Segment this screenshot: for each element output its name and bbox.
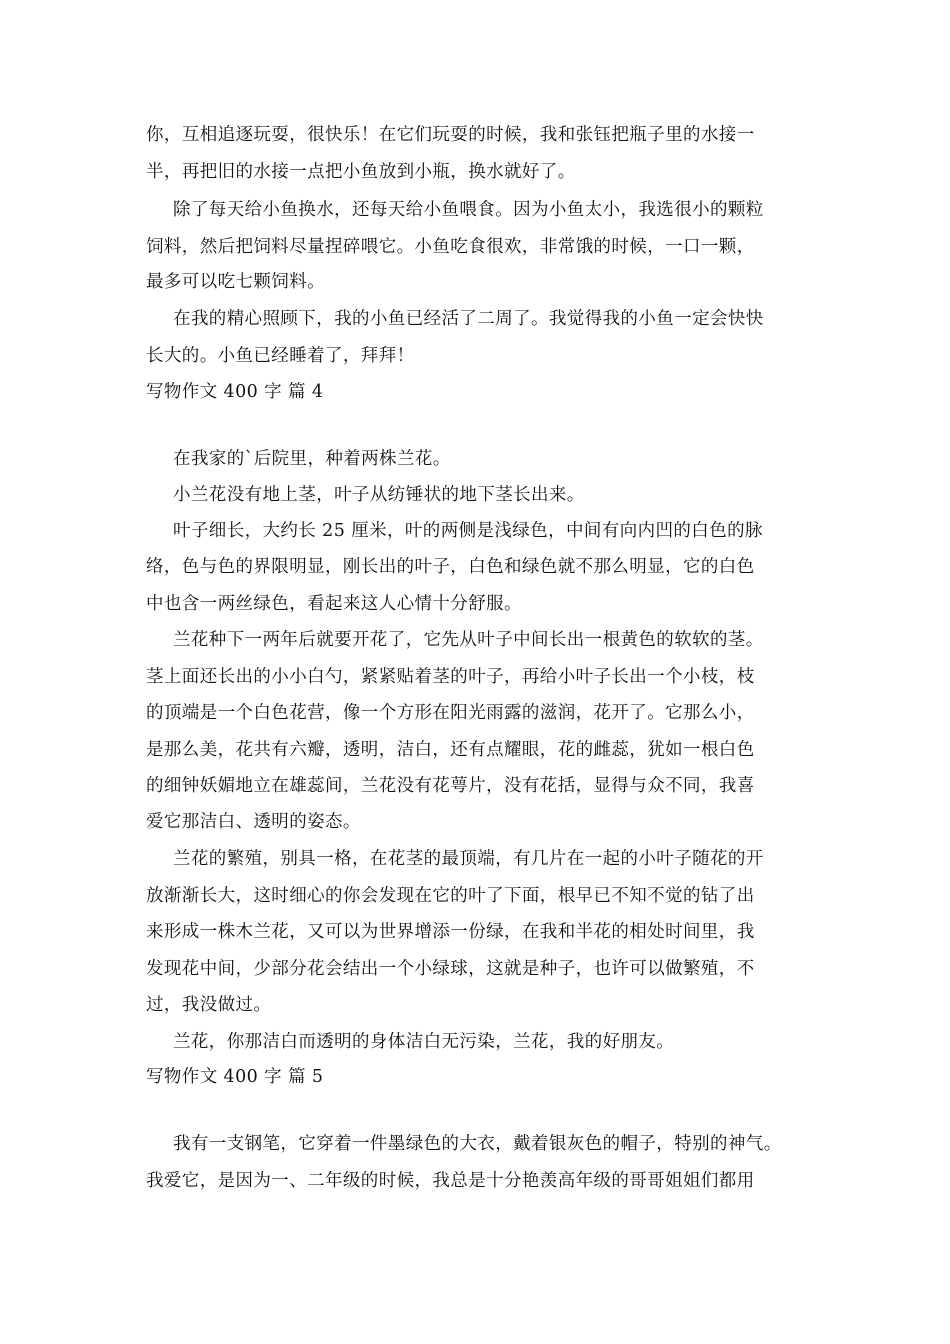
paragraph-line: 爱它那洁白、透明的姿态。	[146, 812, 361, 832]
paragraph-line: 兰花，你那洁白而透明的身体洁白无污染，兰花，我的好朋友。	[173, 1032, 675, 1052]
paragraph-line: 来形成一株木兰花，又可以为世界增添一份绿，在我和半花的相处时间里，我	[146, 922, 755, 942]
paragraph-line: 我爱它，是因为一、二年级的时候，我总是十分艳羡高年级的哥哥姐姐们都用	[146, 1171, 755, 1191]
paragraph-line: 过，我没做过。	[146, 995, 272, 1015]
paragraph-line: 茎上面还长出的小小白勺，紧紧贴着茎的叶子，再给小叶子长出一个小枝，枝	[146, 667, 755, 687]
paragraph-line: 除了每天给小鱼换水，还每天给小鱼喂食。因为小鱼太小，我选很小的颗粒	[173, 200, 764, 220]
paragraph-line: 你，互相追逐玩耍，很快乐！在它们玩耍的时候，我和张钰把瓶子里的水接一	[146, 125, 755, 145]
paragraph-line: 我有一支钢笔，它穿着一件墨绿色的大衣，戴着银灰色的帽子，特别的神气。	[173, 1134, 782, 1154]
paragraph-line: 在我的精心照顾下，我的小鱼已经活了二周了。我觉得我的小鱼一定会快快	[173, 309, 764, 329]
paragraph-line: 饲料，然后把饲料尽量捏碎喂它。小鱼吃食很欢，非常饿的时候，一口一颗，	[146, 237, 755, 257]
paragraph-line: 的细钟妖媚地立在雄蕊间，兰花没有花萼片，没有花括，显得与众不同，我喜	[146, 776, 755, 796]
paragraph-line: 兰花种下一两年后就要开花了，它先从叶子中间长出一根黄色的软软的茎。	[173, 630, 764, 650]
paragraph-line: 的顶端是一个白色花营，像一个方形在阳光雨露的滋润，花开了。它那么小，	[146, 703, 755, 723]
paragraph-line: 是那么美，花共有六瓣，透明，洁白，还有点耀眼，花的雌蕊，犹如一根白色	[146, 740, 755, 760]
section-heading: 写物作文 400 字 篇 5	[146, 1067, 324, 1087]
paragraph-line: 中也含一两丝绿色，看起来这人心情十分舒服。	[146, 594, 522, 614]
paragraph-line: 放渐渐长大，这时细心的你会发现在它的叶了下面，根早已不知不觉的钻了出	[146, 886, 755, 906]
paragraph-line: 长大的。小鱼已经睡着了，拜拜！	[146, 346, 415, 366]
paragraph-line: 兰花的繁殖，别具一格，在花茎的最顶端，有几片在一起的小叶子随花的开	[173, 849, 764, 869]
paragraph-line: 最多可以吃七颗饲料。	[146, 272, 325, 292]
paragraph-line: 发现花中间，少部分花会结出一个小绿球，这就是种子，也许可以做繁殖，不	[146, 959, 755, 979]
paragraph-line: 半，再把旧的水接一点把小鱼放到小瓶，换水就好了。	[146, 162, 576, 182]
paragraph-line: 叶子细长，大约长 25 厘米，叶的两侧是浅绿色，中间有向内凹的白色的脉	[173, 521, 763, 541]
paragraph-line: 络，色与色的界限明显，刚长出的叶子，白色和绿色就不那么明显，它的白色	[146, 557, 755, 577]
paragraph-line: 在我家的`后院里，种着两株兰花。	[173, 449, 451, 469]
paragraph-line: 小兰花没有地上茎，叶子从纺锤状的地下茎长出来。	[173, 485, 585, 505]
section-heading: 写物作文 400 字 篇 4	[146, 382, 324, 402]
